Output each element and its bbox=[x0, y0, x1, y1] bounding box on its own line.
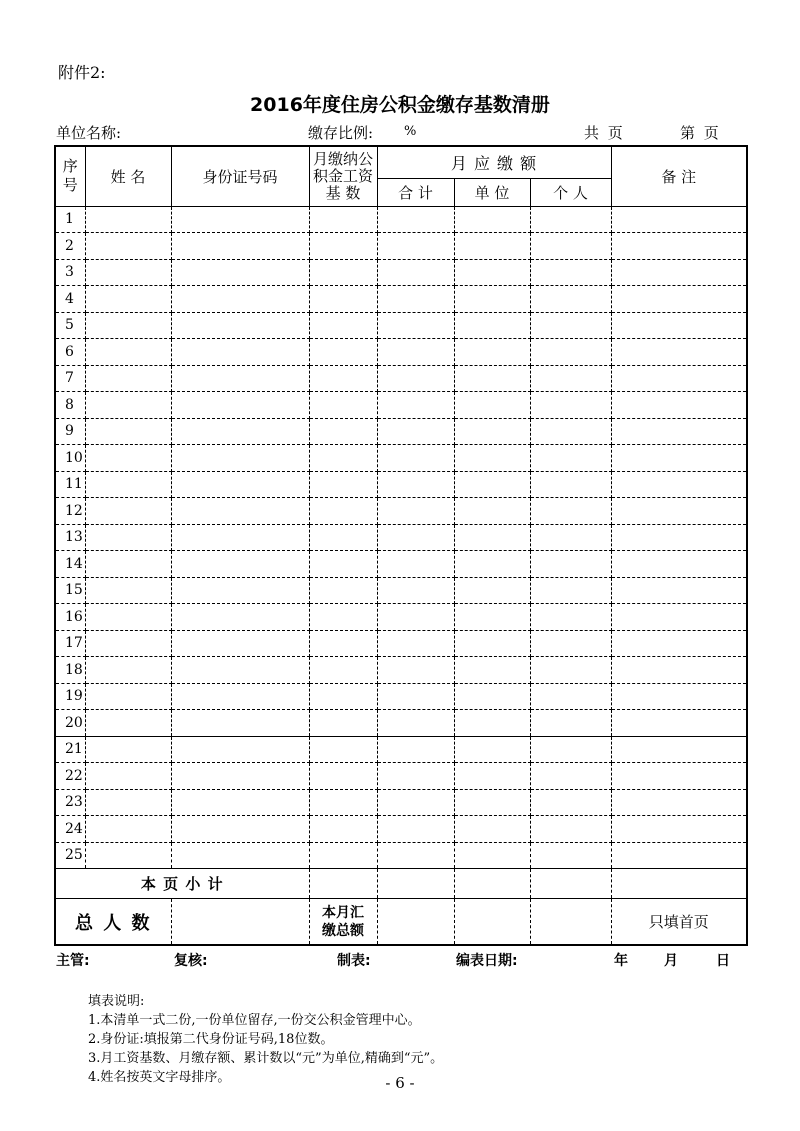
wage-base-cell[interactable] bbox=[309, 471, 377, 498]
remark-cell[interactable] bbox=[611, 286, 747, 313]
wage-base-cell[interactable] bbox=[309, 312, 377, 339]
sum-cell[interactable] bbox=[377, 259, 454, 286]
table-row bbox=[55, 551, 747, 578]
id-number-cell[interactable] bbox=[171, 789, 309, 816]
header-personal: 个 人 bbox=[530, 178, 611, 206]
subtotal-cell[interactable] bbox=[309, 869, 377, 899]
table-row bbox=[55, 710, 747, 737]
employer-cell[interactable] bbox=[454, 551, 530, 578]
sum-cell[interactable] bbox=[377, 842, 454, 869]
wage-base-cell[interactable] bbox=[309, 498, 377, 525]
name-cell[interactable] bbox=[85, 259, 171, 286]
wage-base-cell[interactable] bbox=[309, 445, 377, 472]
id-number-cell[interactable] bbox=[171, 577, 309, 604]
sum-cell[interactable] bbox=[377, 630, 454, 657]
header-wage-base-line2: 积金工资 bbox=[312, 166, 373, 185]
table-row bbox=[55, 630, 747, 657]
row-number: 5 bbox=[55, 312, 85, 339]
name-cell[interactable] bbox=[85, 418, 171, 445]
remark-cell[interactable] bbox=[611, 736, 747, 763]
employer-cell[interactable] bbox=[454, 312, 530, 339]
remark-cell[interactable] bbox=[611, 524, 747, 551]
sum-cell[interactable] bbox=[377, 524, 454, 551]
document-title: 2016年度住房公积金缴存基数清册 bbox=[250, 94, 550, 116]
employer-cell[interactable] bbox=[454, 604, 530, 631]
sum-cell[interactable] bbox=[377, 551, 454, 578]
total-cell[interactable] bbox=[530, 899, 611, 946]
employer-cell[interactable] bbox=[454, 418, 530, 445]
table-row bbox=[55, 233, 747, 260]
sum-cell[interactable] bbox=[377, 763, 454, 790]
header-name: 姓 名 bbox=[85, 146, 171, 206]
personal-cell[interactable] bbox=[530, 710, 611, 737]
remark-cell[interactable] bbox=[611, 498, 747, 525]
sum-cell[interactable] bbox=[377, 392, 454, 419]
month-total-label bbox=[309, 899, 377, 946]
name-cell[interactable] bbox=[85, 657, 171, 684]
remark-cell[interactable] bbox=[611, 339, 747, 366]
header-seq-line1: 序 bbox=[62, 157, 78, 176]
table-body bbox=[55, 206, 747, 869]
subtotal-cell[interactable] bbox=[377, 869, 454, 899]
wage-base-cell[interactable] bbox=[309, 551, 377, 578]
sum-cell[interactable] bbox=[377, 789, 454, 816]
personal-cell[interactable] bbox=[530, 286, 611, 313]
table-row bbox=[55, 286, 747, 313]
name-cell[interactable] bbox=[85, 763, 171, 790]
id-number-cell[interactable] bbox=[171, 312, 309, 339]
contribution-ratio-label: 缴存比例: bbox=[308, 124, 374, 142]
employer-cell[interactable] bbox=[454, 286, 530, 313]
row-number: 20 bbox=[55, 710, 85, 737]
table-row bbox=[55, 683, 747, 710]
year-label: 年 bbox=[614, 953, 628, 969]
header-id-number: 身份证号码 bbox=[171, 146, 309, 206]
header-wage-base-line1: 月缴纳公 bbox=[312, 149, 373, 168]
row-number: 24 bbox=[55, 816, 85, 843]
table-row bbox=[55, 498, 747, 525]
employer-cell[interactable] bbox=[454, 710, 530, 737]
supervisor-label: 主管: bbox=[56, 953, 90, 969]
table-row bbox=[55, 418, 747, 445]
header-remark: 备 注 bbox=[611, 146, 747, 206]
name-cell[interactable] bbox=[85, 710, 171, 737]
personal-cell[interactable] bbox=[530, 418, 611, 445]
name-cell[interactable] bbox=[85, 312, 171, 339]
employer-cell[interactable] bbox=[454, 789, 530, 816]
wage-base-cell[interactable] bbox=[309, 604, 377, 631]
remark-cell[interactable] bbox=[611, 657, 747, 684]
month-total-line2: 缴总额 bbox=[322, 922, 364, 939]
subtotal-cell[interactable] bbox=[530, 869, 611, 899]
wage-base-cell[interactable] bbox=[309, 365, 377, 392]
id-number-cell[interactable] bbox=[171, 816, 309, 843]
row-number: 25 bbox=[55, 842, 85, 869]
table-row bbox=[55, 763, 747, 790]
employer-cell[interactable] bbox=[454, 471, 530, 498]
id-number-cell[interactable] bbox=[171, 683, 309, 710]
remark-cell[interactable] bbox=[611, 206, 747, 233]
row-number: 10 bbox=[55, 445, 85, 472]
personal-cell[interactable] bbox=[530, 233, 611, 260]
remark-cell[interactable] bbox=[611, 445, 747, 472]
id-number-cell[interactable] bbox=[171, 233, 309, 260]
month-label: 月 bbox=[664, 953, 678, 969]
total-people-label: 总 人 数 bbox=[55, 899, 171, 946]
id-number-cell[interactable] bbox=[171, 657, 309, 684]
name-cell[interactable] bbox=[85, 630, 171, 657]
id-number-cell[interactable] bbox=[171, 498, 309, 525]
row-number: 11 bbox=[55, 471, 85, 498]
table-row bbox=[55, 789, 747, 816]
name-cell[interactable] bbox=[85, 392, 171, 419]
remark-cell[interactable] bbox=[611, 816, 747, 843]
header-seq bbox=[55, 146, 85, 206]
wage-base-cell[interactable] bbox=[309, 206, 377, 233]
remark-cell[interactable] bbox=[611, 683, 747, 710]
name-cell[interactable] bbox=[85, 604, 171, 631]
table-row bbox=[55, 577, 747, 604]
employer-cell[interactable] bbox=[454, 763, 530, 790]
table-row bbox=[55, 604, 747, 631]
id-number-cell[interactable] bbox=[171, 710, 309, 737]
name-cell[interactable] bbox=[85, 524, 171, 551]
employer-cell[interactable] bbox=[454, 630, 530, 657]
id-number-cell[interactable] bbox=[171, 736, 309, 763]
total-cell[interactable] bbox=[454, 899, 530, 946]
employer-cell[interactable] bbox=[454, 577, 530, 604]
row-number: 22 bbox=[55, 763, 85, 790]
row-number: 13 bbox=[55, 524, 85, 551]
personal-cell[interactable] bbox=[530, 471, 611, 498]
name-cell[interactable] bbox=[85, 471, 171, 498]
table-row bbox=[55, 471, 747, 498]
header-seq-line2: 号 bbox=[62, 176, 78, 195]
wage-base-cell[interactable] bbox=[309, 842, 377, 869]
table-row bbox=[55, 206, 747, 233]
employer-cell[interactable] bbox=[454, 842, 530, 869]
row-number: 1 bbox=[55, 206, 85, 233]
contribution-base-table bbox=[54, 145, 748, 946]
sum-cell[interactable] bbox=[377, 710, 454, 737]
employer-cell[interactable] bbox=[454, 736, 530, 763]
row-number: 17 bbox=[55, 630, 85, 657]
table-row bbox=[55, 842, 747, 869]
remark-cell[interactable] bbox=[611, 789, 747, 816]
employer-cell[interactable] bbox=[454, 524, 530, 551]
personal-cell[interactable] bbox=[530, 736, 611, 763]
table-row bbox=[55, 524, 747, 551]
name-cell[interactable] bbox=[85, 736, 171, 763]
personal-cell[interactable] bbox=[530, 312, 611, 339]
wage-base-cell[interactable] bbox=[309, 710, 377, 737]
remark-cell[interactable] bbox=[611, 763, 747, 790]
name-cell[interactable] bbox=[85, 789, 171, 816]
remark-cell[interactable] bbox=[611, 392, 747, 419]
remark-cell[interactable] bbox=[611, 471, 747, 498]
employer-cell[interactable] bbox=[454, 339, 530, 366]
employer-cell[interactable] bbox=[454, 816, 530, 843]
sum-cell[interactable] bbox=[377, 312, 454, 339]
wage-base-cell[interactable] bbox=[309, 233, 377, 260]
remark-cell[interactable] bbox=[611, 577, 747, 604]
sum-cell[interactable] bbox=[377, 657, 454, 684]
table-row bbox=[55, 259, 747, 286]
reviewer-label: 复核: bbox=[174, 953, 208, 969]
id-number-cell[interactable] bbox=[171, 365, 309, 392]
personal-cell[interactable] bbox=[530, 339, 611, 366]
id-number-cell[interactable] bbox=[171, 763, 309, 790]
row-number: 4 bbox=[55, 286, 85, 313]
name-cell[interactable] bbox=[85, 286, 171, 313]
sum-cell[interactable] bbox=[377, 206, 454, 233]
personal-cell[interactable] bbox=[530, 789, 611, 816]
id-number-cell[interactable] bbox=[171, 259, 309, 286]
row-number: 23 bbox=[55, 789, 85, 816]
sum-cell[interactable] bbox=[377, 339, 454, 366]
employer-cell[interactable] bbox=[454, 657, 530, 684]
day-label: 日 bbox=[716, 953, 730, 969]
id-number-cell[interactable] bbox=[171, 604, 309, 631]
instruction-item: 3.月工资基数、月缴存额、累计数以“元”为单位,精确到“元”。 bbox=[88, 1051, 444, 1066]
personal-cell[interactable] bbox=[530, 445, 611, 472]
remark-cell[interactable] bbox=[611, 365, 747, 392]
row-number: 8 bbox=[55, 392, 85, 419]
name-cell[interactable] bbox=[85, 842, 171, 869]
table-row bbox=[55, 365, 747, 392]
month-total-line1: 本月汇 bbox=[322, 904, 364, 921]
personal-cell[interactable] bbox=[530, 392, 611, 419]
remark-cell[interactable] bbox=[611, 233, 747, 260]
row-number: 15 bbox=[55, 577, 85, 604]
row-number: 6 bbox=[55, 339, 85, 366]
filling-instructions bbox=[88, 992, 738, 1087]
page-number: - 6 - bbox=[385, 1074, 415, 1092]
id-number-cell[interactable] bbox=[171, 392, 309, 419]
id-number-cell[interactable] bbox=[171, 206, 309, 233]
header-monthly-due: 月 应 缴 额 bbox=[377, 146, 611, 178]
remark-cell[interactable] bbox=[611, 259, 747, 286]
sum-cell[interactable] bbox=[377, 365, 454, 392]
personal-cell[interactable] bbox=[530, 842, 611, 869]
name-cell[interactable] bbox=[85, 551, 171, 578]
name-cell[interactable] bbox=[85, 577, 171, 604]
instructions-heading: 填表说明: bbox=[88, 994, 145, 1009]
date-label: 编表日期: bbox=[456, 953, 518, 969]
wage-base-cell[interactable] bbox=[309, 736, 377, 763]
preparer-label: 制表: bbox=[337, 953, 371, 969]
id-number-cell[interactable] bbox=[171, 445, 309, 472]
name-cell[interactable] bbox=[85, 816, 171, 843]
page-subtotal-label: 本 页 小 计 bbox=[55, 869, 309, 899]
personal-cell[interactable] bbox=[530, 657, 611, 684]
table-row bbox=[55, 312, 747, 339]
personal-cell[interactable] bbox=[530, 365, 611, 392]
total-people-cell[interactable] bbox=[171, 899, 309, 946]
instruction-item: 1.本清单一式二份,一份单位留存,一份交公积金管理中心。 bbox=[88, 1013, 421, 1028]
wage-base-cell[interactable] bbox=[309, 286, 377, 313]
name-cell[interactable] bbox=[85, 206, 171, 233]
employer-cell[interactable] bbox=[454, 683, 530, 710]
row-number: 7 bbox=[55, 365, 85, 392]
personal-cell[interactable] bbox=[530, 551, 611, 578]
remark-cell[interactable] bbox=[611, 842, 747, 869]
id-number-cell[interactable] bbox=[171, 339, 309, 366]
wage-base-cell[interactable] bbox=[309, 789, 377, 816]
wage-base-cell[interactable] bbox=[309, 392, 377, 419]
attachment-label: 附件2: bbox=[58, 63, 106, 82]
sum-cell[interactable] bbox=[377, 683, 454, 710]
sum-cell[interactable] bbox=[377, 471, 454, 498]
header-employer: 单 位 bbox=[454, 178, 530, 206]
employer-cell[interactable] bbox=[454, 259, 530, 286]
wage-base-cell[interactable] bbox=[309, 816, 377, 843]
personal-cell[interactable] bbox=[530, 683, 611, 710]
row-number: 9 bbox=[55, 418, 85, 445]
total-cell[interactable] bbox=[377, 899, 454, 946]
wage-base-cell[interactable] bbox=[309, 259, 377, 286]
wage-base-cell[interactable] bbox=[309, 763, 377, 790]
wage-base-cell[interactable] bbox=[309, 524, 377, 551]
row-number: 19 bbox=[55, 683, 85, 710]
table-row bbox=[55, 816, 747, 843]
id-number-cell[interactable] bbox=[171, 471, 309, 498]
sum-cell[interactable] bbox=[377, 736, 454, 763]
remark-cell[interactable] bbox=[611, 630, 747, 657]
subtotal-cell[interactable] bbox=[611, 869, 747, 899]
personal-cell[interactable] bbox=[530, 630, 611, 657]
employer-cell[interactable] bbox=[454, 233, 530, 260]
personal-cell[interactable] bbox=[530, 577, 611, 604]
row-number: 3 bbox=[55, 259, 85, 286]
personal-cell[interactable] bbox=[530, 206, 611, 233]
row-number: 12 bbox=[55, 498, 85, 525]
sum-cell[interactable] bbox=[377, 577, 454, 604]
id-number-cell[interactable] bbox=[171, 524, 309, 551]
wage-base-cell[interactable] bbox=[309, 418, 377, 445]
name-cell[interactable] bbox=[85, 339, 171, 366]
header-wage-base bbox=[309, 146, 377, 206]
employer-cell[interactable] bbox=[454, 206, 530, 233]
name-cell[interactable] bbox=[85, 498, 171, 525]
id-number-cell[interactable] bbox=[171, 418, 309, 445]
table-row bbox=[55, 339, 747, 366]
table-row bbox=[55, 445, 747, 472]
table-row bbox=[55, 392, 747, 419]
first-page-only-note: 只填首页 bbox=[611, 899, 747, 946]
sum-cell[interactable] bbox=[377, 445, 454, 472]
page-number-label: 第 页 bbox=[680, 124, 721, 142]
personal-cell[interactable] bbox=[530, 604, 611, 631]
sum-cell[interactable] bbox=[377, 498, 454, 525]
employer-cell[interactable] bbox=[454, 392, 530, 419]
wage-base-cell[interactable] bbox=[309, 630, 377, 657]
remark-cell[interactable] bbox=[611, 312, 747, 339]
wage-base-cell[interactable] bbox=[309, 577, 377, 604]
percent-sign: % bbox=[404, 124, 417, 139]
remark-cell[interactable] bbox=[611, 551, 747, 578]
row-number: 2 bbox=[55, 233, 85, 260]
table-row bbox=[55, 657, 747, 684]
row-number: 18 bbox=[55, 657, 85, 684]
sum-cell[interactable] bbox=[377, 418, 454, 445]
id-number-cell[interactable] bbox=[171, 286, 309, 313]
wage-base-cell[interactable] bbox=[309, 657, 377, 684]
id-number-cell[interactable] bbox=[171, 630, 309, 657]
wage-base-cell[interactable] bbox=[309, 683, 377, 710]
remark-cell[interactable] bbox=[611, 604, 747, 631]
table-row bbox=[55, 736, 747, 763]
name-cell[interactable] bbox=[85, 365, 171, 392]
name-cell[interactable] bbox=[85, 445, 171, 472]
personal-cell[interactable] bbox=[530, 259, 611, 286]
row-number: 16 bbox=[55, 604, 85, 631]
id-number-cell[interactable] bbox=[171, 842, 309, 869]
instruction-item: 2.身份证:填报第二代身份证号码,18位数。 bbox=[88, 1032, 334, 1047]
unit-name-label: 单位名称: bbox=[56, 124, 122, 142]
personal-cell[interactable] bbox=[530, 524, 611, 551]
sum-cell[interactable] bbox=[377, 286, 454, 313]
header-sum: 合 计 bbox=[377, 178, 454, 206]
row-number: 21 bbox=[55, 736, 85, 763]
subtotal-cell[interactable] bbox=[454, 869, 530, 899]
sum-cell[interactable] bbox=[377, 233, 454, 260]
remark-cell[interactable] bbox=[611, 710, 747, 737]
id-number-cell[interactable] bbox=[171, 551, 309, 578]
sum-cell[interactable] bbox=[377, 604, 454, 631]
wage-base-cell[interactable] bbox=[309, 339, 377, 366]
name-cell[interactable] bbox=[85, 233, 171, 260]
personal-cell[interactable] bbox=[530, 498, 611, 525]
personal-cell[interactable] bbox=[530, 816, 611, 843]
sum-cell[interactable] bbox=[377, 816, 454, 843]
name-cell[interactable] bbox=[85, 683, 171, 710]
employer-cell[interactable] bbox=[454, 365, 530, 392]
total-pages-label: 共 页 bbox=[584, 124, 625, 142]
row-number: 14 bbox=[55, 551, 85, 578]
header-wage-base-line3: 基 数 bbox=[325, 183, 361, 202]
employer-cell[interactable] bbox=[454, 498, 530, 525]
personal-cell[interactable] bbox=[530, 763, 611, 790]
employer-cell[interactable] bbox=[454, 445, 530, 472]
instruction-item: 4.姓名按英文字母排序。 bbox=[88, 1070, 231, 1085]
remark-cell[interactable] bbox=[611, 418, 747, 445]
